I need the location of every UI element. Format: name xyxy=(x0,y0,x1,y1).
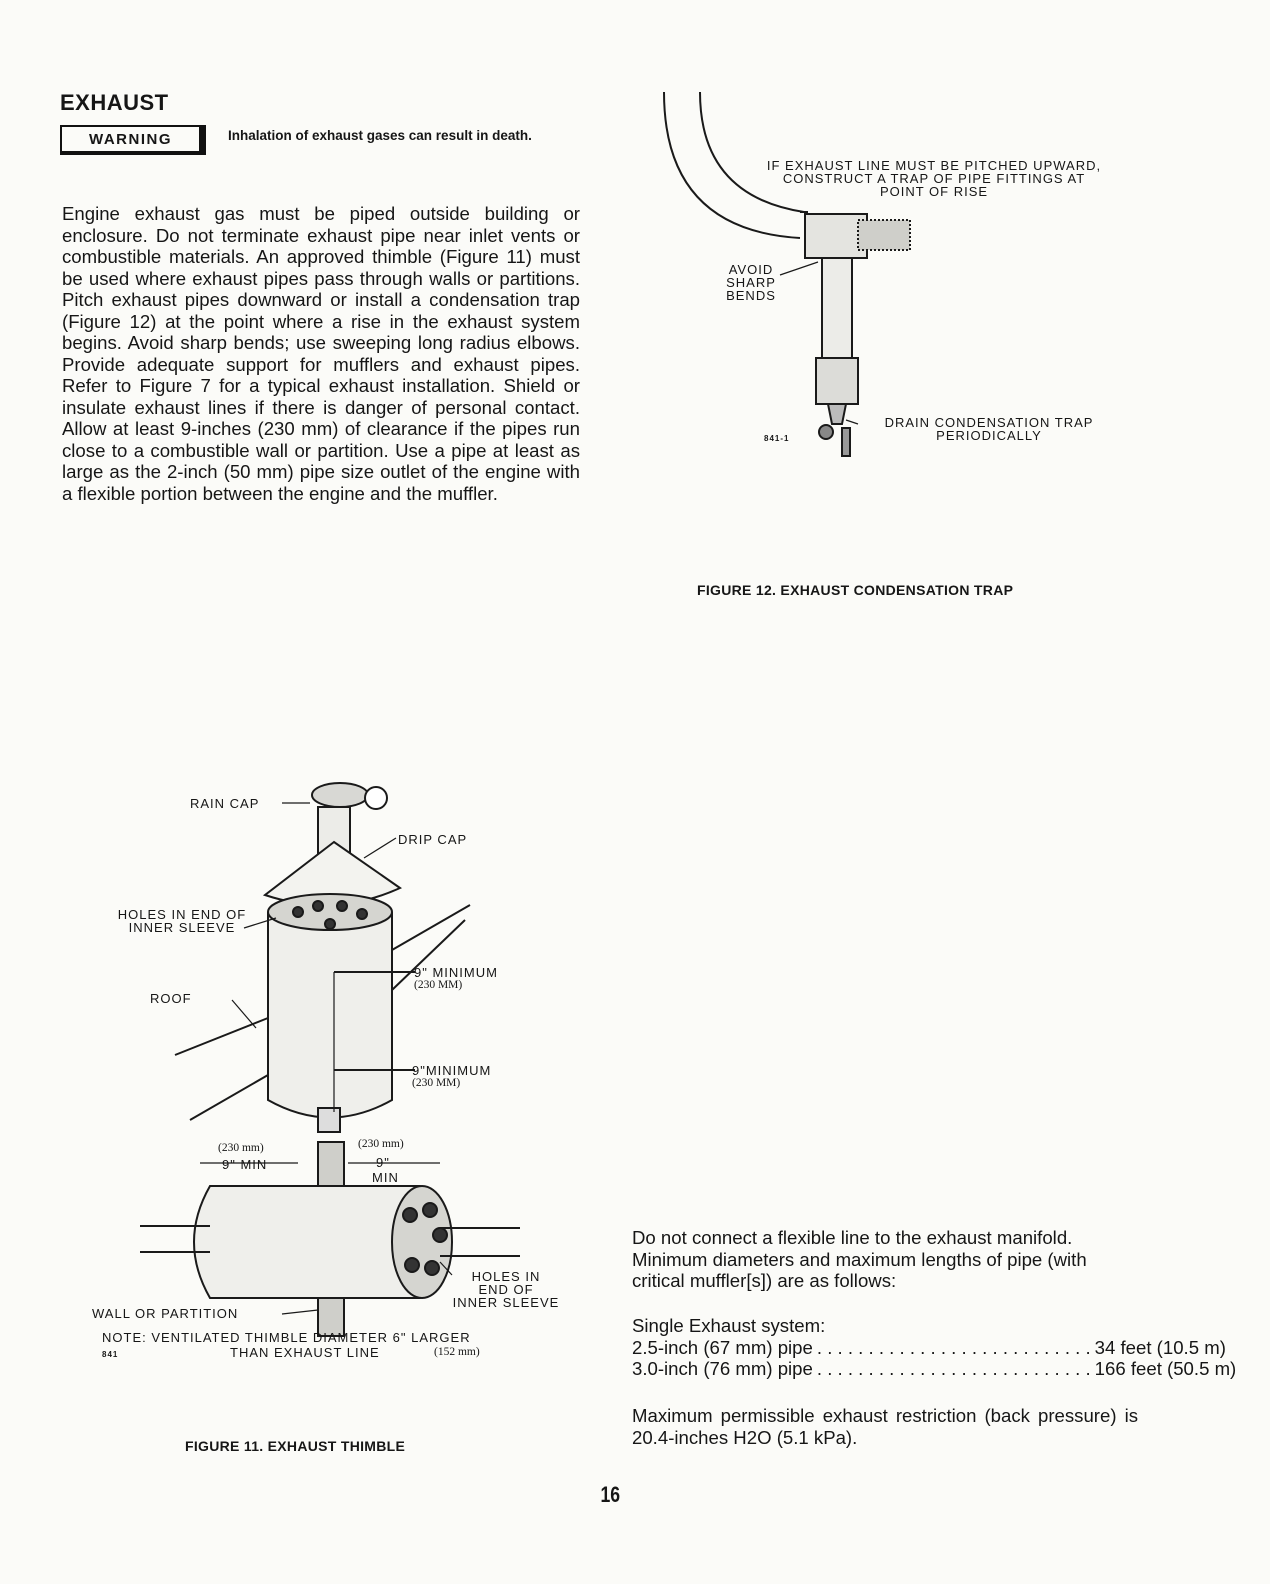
fig12-code: 841-1 xyxy=(764,434,790,443)
spec-row xyxy=(632,1336,1226,1359)
restriction-paragraph: Maximum permissible exhaust restriction (back pressure) is 20.4-inches H2O (5.1 kPa). xyxy=(632,1405,1138,1448)
spec-pipe: 3.0-inch (76 mm) pipe xyxy=(632,1358,813,1379)
rain-cap xyxy=(312,783,368,807)
exhaust-paragraph: Engine exhaust gas must be piped outside building or enclosure. Do not terminate exhaust pipe near inlet vents or combustible materials. An approved thimble (Figure 11) must be used where exhaust pipes pass through walls or partitions. Pitch exhaust pipes downward or install a condensation trap (Figure 12) at the point where a rise in the exhaust system begins. Avoid sharp bends; use sweeping long radius elbows. Provide adequate support for mufflers and exhaust pipes. Refer to Figure 7 for a typical exhaust installation. Shield or insulate exhaust lines if there is danger of personal contact. Allow at least 9-inches (230 mm) of clearance if the pipes run close to a combustible wall or partition. Use a pipe at least as large as the 2-inch (50 mm) pipe size outlet of the engine with a flexible portion between the engine and the muffler. xyxy=(62,203,580,504)
fig11-code: 841 xyxy=(102,1350,119,1359)
fig12-drain-label: DRAIN CONDENSATION TRAP PERIODICALLY xyxy=(884,415,1094,443)
rain-cap-label: RAIN CAP xyxy=(190,796,260,811)
thimble-note-line1: NOTE: VENTILATED THIMBLE DIAMETER 6" LARGER xyxy=(102,1330,471,1345)
flexible-line-text xyxy=(632,1227,1138,1292)
roof xyxy=(175,1018,268,1055)
thimble-note-mm: (152 mm) xyxy=(434,1346,480,1358)
section-title: EXHAUST xyxy=(60,90,169,115)
figure-12-caption: FIGURE 12. EXHAUST CONDENSATION TRAP xyxy=(697,582,1014,598)
holes-right-label: HOLES IN END OF INNER SLEEVE xyxy=(452,1269,560,1310)
spec-length: 166 feet (50.5 m) xyxy=(1094,1358,1237,1379)
fig12-bends-label: AVOID SHARP BENDS xyxy=(726,262,776,303)
restriction-text xyxy=(632,1405,1138,1448)
roof-label: ROOF xyxy=(150,991,192,1006)
figure-11-caption: FIGURE 11. EXHAUST THIMBLE xyxy=(185,1438,406,1454)
spec-dots: . . . . . . . . . . . . . . . . . . . . . . . . . . . xyxy=(816,1336,1091,1358)
warning-text: Inhalation of exhaust gases can result in death. xyxy=(228,128,532,143)
page-number: 16 xyxy=(600,1482,621,1507)
min-top-label: 9" MINIMUM (230 MM) xyxy=(414,965,498,991)
spec-row xyxy=(632,1358,1237,1380)
fig12-pitch-label: IF EXHAUST LINE MUST BE PITCHED UPWARD, CONSTRUCT A TRAP OF PIPE FITTINGS AT POINT OF RISE xyxy=(766,158,1102,199)
left-min-label: 9" MIN xyxy=(222,1157,268,1172)
holes-top-label: HOLES IN END OF INNER SLEEVE xyxy=(117,907,247,935)
warning-badge: WARNING xyxy=(60,125,206,155)
right-min-label-b: MIN xyxy=(372,1170,399,1185)
spec-list xyxy=(632,1315,1237,1380)
system-heading: Single Exhaust system: xyxy=(632,1315,826,1336)
min-bottom-label: 9"MINIMUM (230 MM) xyxy=(412,1063,492,1089)
spec-dots: . . . . . . . . . . . . . . . . . . . . . . . . . . . xyxy=(816,1358,1091,1379)
right-min-label-a: 9" xyxy=(376,1155,390,1170)
wall-label: WALL OR PARTITION xyxy=(92,1306,239,1321)
thimble-note-line2: THAN EXHAUST LINE xyxy=(230,1345,380,1360)
spec-pipe: 2.5-inch (67 mm) pipe xyxy=(632,1336,813,1358)
left-mm-label: (230 mm) xyxy=(218,1142,264,1154)
drip-cap-label: DRIP CAP xyxy=(398,832,468,847)
spec-length: 34 feet (10.5 m) xyxy=(1094,1336,1226,1358)
right-mm-label: (230 mm) xyxy=(358,1138,404,1150)
flexible-line-paragraph: Do not connect a flexible line to the exhaust manifold. Minimum diameters and maximum lengths of pipe (with critical muffler[s]) are as follows: xyxy=(632,1227,1087,1291)
outer-sleeve xyxy=(268,912,392,1118)
wall-partition xyxy=(318,1142,344,1186)
